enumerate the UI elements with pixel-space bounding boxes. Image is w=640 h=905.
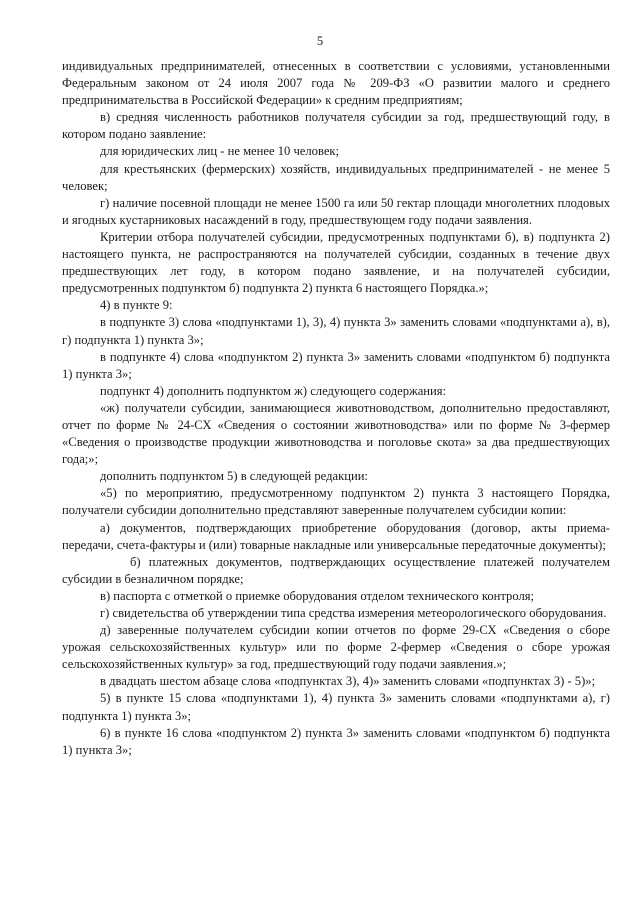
paragraph: в подпункте 4) слова «подпунктом 2) пункта 3» заменить словами «подпунктом б) подпункта 1) пункта 3»; — [62, 349, 610, 381]
paragraph: в подпункте 3) слова «подпунктами 1), 3), 4) пункта 3» заменить словами «подпунктами а), в), г) подпункта 1) пункта 3»; — [62, 315, 610, 347]
paragraph: г) наличие посевной площади не менее 1500 га или 50 гектар площади многолетних плодовых и ягодных кустарниковых насаждений в году, предшествующем году подачи заявления. — [62, 195, 610, 227]
paragraph: для юридических лиц - не менее 10 человек; — [100, 144, 340, 159]
paragraph: 5) в пункте 15 слова «подпунктами 1), 4) пункта 3» заменить словами «подпунктами а), г) подпункта 1) пункта 3»; — [62, 691, 610, 723]
paragraph: а) документов, подтверждающих приобретение оборудования (договор, акты приема-передачи, счета-фактуры и (или) товарные накладные или универсальные передаточные документы); — [62, 520, 610, 552]
paragraph: в двадцать шестом абзаце слова «подпунктах 3), 4)» заменить словами «подпунктах 3) - 5)»; — [100, 674, 596, 689]
paragraph: 6) в пункте 16 слова «подпунктом 2) пункта 3» заменить словами «подпунктом б) подпункта 1) пункта 3»; — [62, 725, 610, 757]
paragraph: Критерии отбора получателей субсидии, предусмотренных подпунктами б), в) подпункта 2) настоящего пункта, не распространяются на получателей субсидии, созданных в течение двух предшествующих лет году, в котором подано заявление, и на получателей субсидии, предусмотренных подпунктом б) подпункта 2) пункта 6 настоящего Порядка.»; — [62, 229, 610, 296]
paragraph: г) свидетельства об утверждении типа средства измерения метеорологического оборудования. — [100, 606, 607, 620]
paragraph: «5) по мероприятию, предусмотренному подпунктом 2) пункта 3 настоящего Порядка, получатели субсидии дополнительно представляют заверенные получателем субсидии копии: — [62, 486, 610, 518]
paragraph: 4) в пункте 9: — [100, 298, 173, 313]
paragraph: для крестьянских (фермерских) хозяйств, индивидуальных предпринимателей - не менее 5 человек; — [62, 161, 610, 193]
paragraph: д) заверенные получателем субсидии копии отчетов по форме 29-СХ «Сведения о сборе урожая сельскохозяйственных культур» или по форме 2-фермер «Сведения о сборе урожая сельскохозяйственных культур» за год, предшествующий году подачи заявления.»; — [62, 623, 610, 672]
document-body — [62, 58, 610, 759]
page-number: 5 — [316, 34, 324, 48]
paragraph: подпункт 4) дополнить подпунктом ж) следующего содержания: — [100, 383, 447, 398]
paragraph: б) платежных документов, подтверждающих осуществление платежей получателем субсидии в безналичном порядке; — [62, 554, 610, 586]
paragraph: дополнить подпунктом 5) в следующей редакции: — [100, 469, 368, 484]
paragraph: в) средняя численность работников получателя субсидии за год, предшествующий году, в котором подано заявление: — [62, 110, 610, 142]
paragraph: в) паспорта с отметкой о приемке оборудования отделом технического контроля; — [100, 588, 535, 603]
paragraph: индивидуальных предпринимателей, отнесенных в соответствии с условиями, установленными Федеральным законом от 24 июля 2007 года № 209-ФЗ «О развитии малого и среднего предпринимательства в Российской Федерации» к средним предприятиям; — [62, 59, 610, 108]
paragraph: «ж) получатели субсидии, занимающиеся животноводством, дополнительно предоставляют, отчет по форме № 24-СХ «Сведения о состоянии животноводства» или по форме № 3-фермер «Сведения о производстве продукции животноводства и поголовье скота» за два предшествующих года;»; — [62, 400, 610, 467]
